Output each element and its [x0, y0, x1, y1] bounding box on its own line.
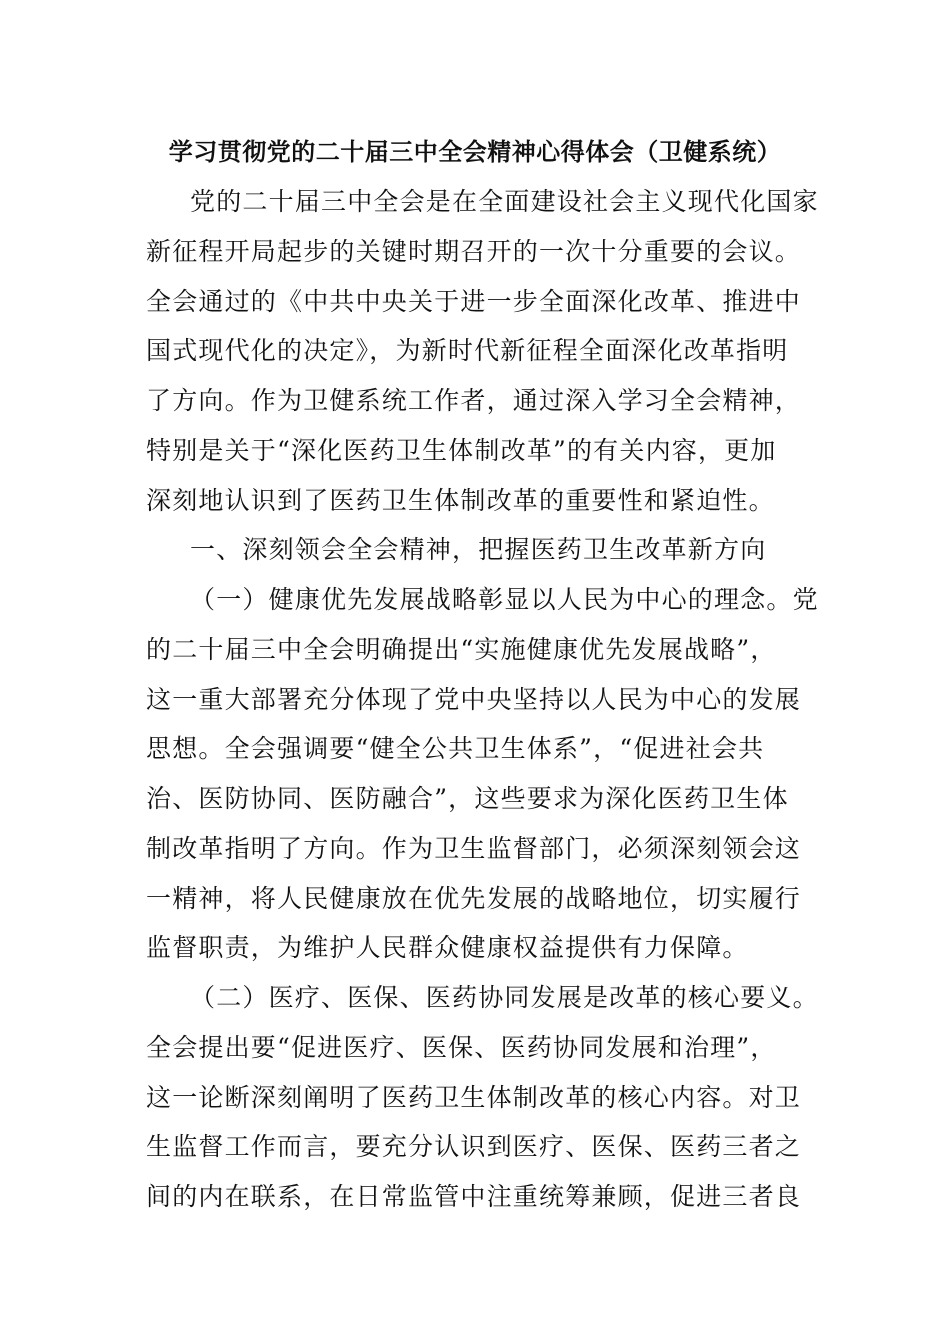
paragraph-line: 这一重大部署充分体现了党中央坚持以人民为中心的发展 — [146, 685, 802, 714]
paragraph-line: 党的二十届三中全会是在全面建设社会主义现代化国家 — [190, 187, 819, 216]
paragraph-line: 的二十届三中全会明确提出“实施健康优先发展战略”， — [146, 635, 777, 664]
paragraph-line: （一）健康优先发展战略彰显以人民为中心的理念。党 — [190, 585, 819, 614]
paragraph-line: 治、医防协同、医防融合”，这些要求为深化医药卫生体 — [146, 784, 789, 813]
paragraph-line: 监督职责，为维护人民群众健康权益提供有力保障。 — [146, 933, 749, 962]
paragraph-line: 间的内在联系，在日常监管中注重统筹兼顾，促进三者良 — [146, 1182, 802, 1211]
paragraph-line: 国式现代化的决定》，为新时代新征程全面深化改革指明 — [146, 336, 789, 365]
paragraph-line: 一精神，将人民健康放在优先发展的战略地位，切实履行 — [146, 884, 802, 913]
paragraph-line: 新征程开局起步的关键时期召开的一次十分重要的会议。 — [146, 237, 802, 266]
paragraph-line: 思想。全会强调要“健全公共卫生体系”，“促进社会共 — [146, 734, 765, 763]
paragraph-line: 全会通过的《中共中央关于进一步全面深化改革、推进中 — [146, 287, 802, 316]
paragraph-line: 全会提出要“促进医疗、医保、医药协同发展和治理”， — [146, 1033, 777, 1062]
paragraph-line: 这一论断深刻阐明了医药卫生体制改革的核心内容。对卫 — [146, 1083, 802, 1112]
paragraph-line: 了方向。作为卫健系统工作者，通过深入学习全会精神， — [146, 386, 802, 415]
paragraph-line: 特别是关于“深化医药卫生体制改革”的有关内容，更加 — [146, 436, 777, 465]
paragraph-line: （二）医疗、医保、医药协同发展是改革的核心要义。 — [190, 983, 819, 1012]
paragraph-line: 制改革指明了方向。作为卫生监督部门，必须深刻领会这 — [146, 834, 802, 863]
section-heading: 一、深刻领会全会精神，把握医药卫生改革新方向 — [190, 535, 767, 564]
paragraph-line: 生监督工作而言，要充分认识到医疗、医保、医药三者之 — [146, 1132, 802, 1161]
document-title: 学习贯彻党的二十届三中全会精神心得体会（卫健系统） — [168, 137, 782, 166]
paragraph-line: 深刻地认识到了医药卫生体制改革的重要性和紧迫性。 — [146, 486, 775, 515]
